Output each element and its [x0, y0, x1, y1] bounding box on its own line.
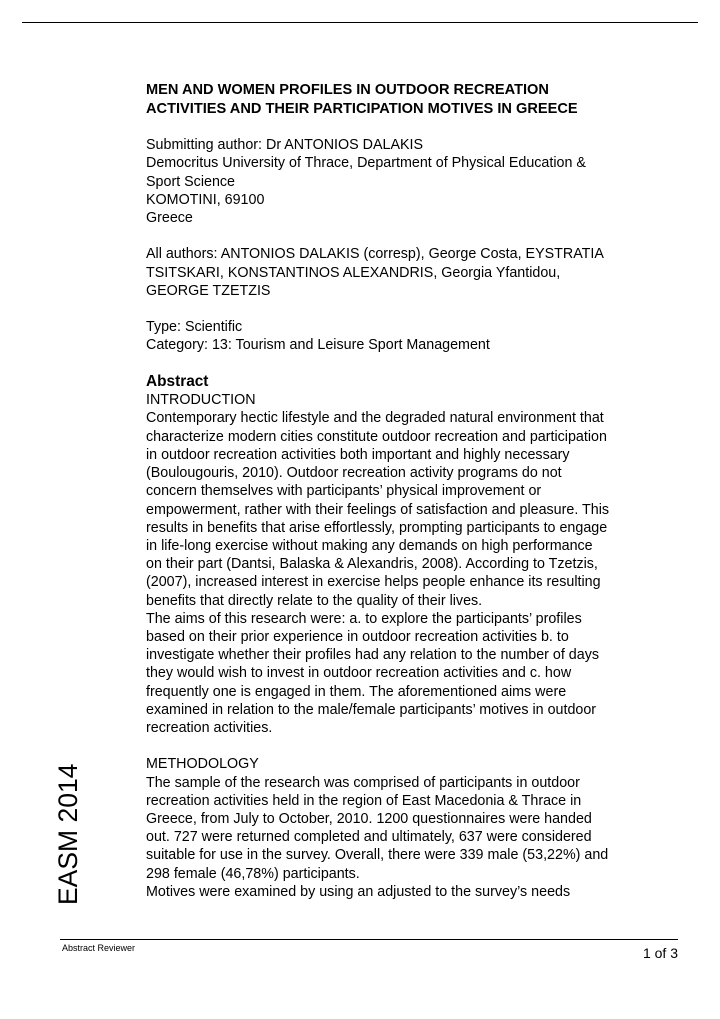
text-line: results in benefits that arise effortlessly, prompting participants to engage — [146, 519, 608, 536]
title-line: MEN AND WOMEN PROFILES IN OUTDOOR RECREATION — [146, 82, 549, 98]
authors-line: All authors: ANTONIOS DALAKIS (corresp), George Costa, EYSTRATIA — [146, 246, 604, 263]
text-line: Contemporary hectic lifestyle and the degraded natural environment that — [146, 410, 604, 427]
top-rule — [22, 22, 698, 23]
text-line: frequently one is engaged in them. The aforementioned aims were — [146, 683, 567, 700]
city-line: KOMOTINI, 69100 — [146, 191, 265, 208]
text-line: Motives were examined by using an adjusted to the survey’s needs — [146, 883, 571, 900]
footer-rule — [60, 939, 678, 940]
text-line: benefits that directly relate to the quality of their lives. — [146, 592, 483, 609]
text-line: Greece, from July to October, 2010. 1200 questionnaires were handed — [146, 810, 592, 827]
side-label-easm: EASM 2014 — [53, 763, 83, 905]
title-line: ACTIVITIES AND THEIR PARTICIPATION MOTIVES IN GREECE — [146, 100, 578, 117]
text-line: The aims of this research were: a. to explore the participants’ profiles — [146, 610, 582, 627]
text-line: they would wish to invest in outdoor recreation activities and c. how — [146, 665, 572, 682]
section-heading-methodology: METHODOLOGY — [146, 756, 259, 773]
authors-line: GEORGE TZETZIS — [146, 282, 271, 299]
submitting-author: Submitting author: Dr ANTONIOS DALAKIS — [146, 137, 424, 154]
abstract-heading: Abstract — [146, 372, 209, 390]
abstract-document — [146, 81, 661, 901]
text-line: 298 female (46,78%) participants. — [146, 865, 360, 882]
text-line: concern themselves with participants’ physical improvement or — [146, 483, 542, 500]
page-number: 1 of 3 — [642, 945, 678, 961]
text-line: in life-long exercise without making any demands on high performance — [146, 537, 593, 554]
section-heading-introduction: INTRODUCTION — [146, 392, 256, 409]
affiliation-line: Sport Science — [146, 173, 236, 190]
all-authors-block — [146, 245, 661, 300]
text-line: out. 727 were returned completed and ultimately, 637 were considered — [146, 829, 592, 846]
text-line: (2007), increased interest in exercise helps people enhance its resulting — [146, 574, 601, 591]
type-line: Type: Scientific — [146, 319, 243, 336]
type-category-block — [146, 318, 661, 354]
affiliation-line: Democritus University of Thrace, Department of Physical Education & — [146, 155, 586, 172]
text-line: (Boulougouris, 2010). Outdoor recreation activity programs do not — [146, 465, 562, 482]
text-line: examined in relation to the male/female participants’ motives in outdoor — [146, 701, 597, 718]
text-line: recreation activities held in the region of East Macedonia & Thrace in — [146, 792, 582, 809]
methodology-section — [146, 755, 661, 901]
category-line: Category: 13: Tourism and Leisure Sport Management — [146, 337, 490, 354]
document-title — [146, 81, 661, 118]
text-line: in outdoor recreation activities both important and highly necessary — [146, 446, 570, 463]
text-line: suitable for use in the survey. Overall, there were 339 male (53,22%) and — [146, 847, 609, 864]
text-line: The sample of the research was comprised of participants in outdoor — [146, 774, 580, 791]
text-line: investigate whether their profiles had any relation to the number of days — [146, 647, 599, 664]
text-line: empowerment, rather with their feelings of satisfaction and pleasure. This — [146, 501, 610, 518]
text-line: based on their prior experience in outdoor recreation activities b. to — [146, 628, 569, 645]
footer-reviewer-label: Abstract Reviewer — [62, 943, 136, 953]
country-line: Greece — [146, 210, 193, 226]
text-line: characterize modern cities constitute outdoor recreation and participation — [146, 428, 607, 445]
introduction-section — [146, 391, 661, 737]
submitting-author-block — [146, 136, 661, 227]
authors-line: TSITSKARI, KONSTANTINOS ALEXANDRIS, Georgia Yfantidou, — [146, 264, 561, 281]
text-line: on their part (Dantsi, Balaska & Alexandris, 2008). According to Tzetzis, — [146, 556, 598, 573]
text-line: recreation activities. — [146, 719, 273, 736]
